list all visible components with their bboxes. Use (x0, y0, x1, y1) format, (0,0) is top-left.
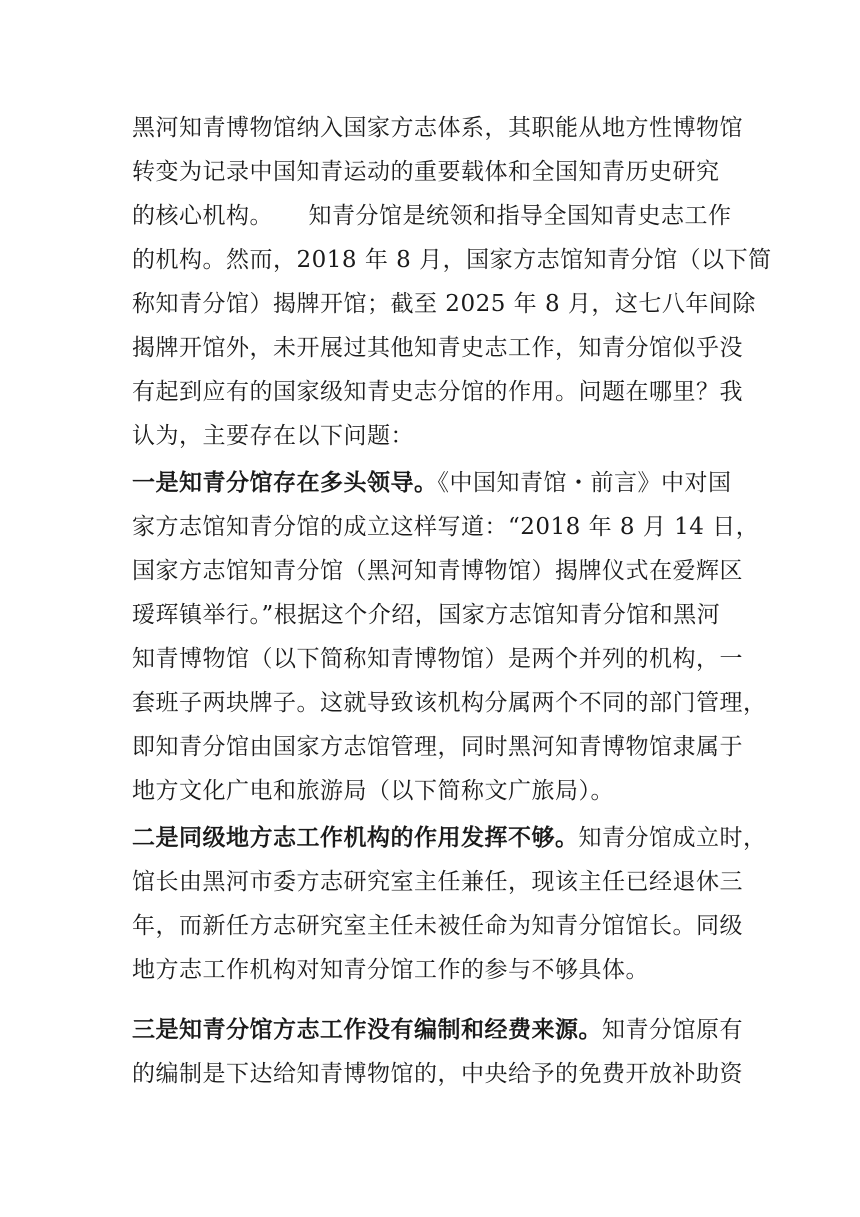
section-1-heading: 一是知青分馆存在多头领导。 (132, 469, 438, 496)
section-2-heading: 二是同级地方志工作机构的作用发挥不够。 (132, 824, 579, 851)
text-line: 的核心机构。 知青分馆是统领和指导全国知青史志工作 (132, 203, 732, 229)
text-line: 认为，主要存在以下问题： (132, 423, 414, 449)
section-2-first-line-text: 知青分馆成立时， (578, 825, 767, 851)
text-line: 的编制是下达给知青博物馆的，中央给予的免费开放补助资 (132, 1061, 743, 1087)
section-2-first-line (132, 823, 767, 853)
text-line: 揭牌开馆外，未开展过其他知青史志工作，知青分馆似乎没 (132, 335, 743, 361)
text-line: 知青博物馆（以下简称知青博物馆）是两个并列的机构，一 (132, 646, 743, 672)
text-line: 地方文化广电和旅游局（以下简称文广旅局）。 (132, 778, 614, 804)
text-line: 家方志馆知青分馆的成立这样写道：“2018 年 8 月 14 日， (132, 514, 760, 540)
text-line: 地方志工作机构对知青分馆工作的参与不够具体。 (132, 957, 649, 983)
text-line: 即知青分馆由国家方志馆管理，同时黑河知青博物馆隶属于 (132, 734, 743, 760)
text-line: 年，而新任方志研究室主任未被任命为知青分馆馆长。同级 (132, 913, 743, 939)
text-line: 瑷珲镇举行。”根据这个介绍，国家方志馆知青分馆和黑河 (132, 602, 721, 628)
section-3-heading: 三是知青分馆方志工作没有编制和经费来源。 (132, 1016, 602, 1043)
text-line: 称知青分馆）揭牌开馆；截至 2025 年 8 月，这七八年间除 (132, 291, 756, 317)
text-line: 转变为记录中国知青运动的重要载体和全国知青历史研究 (132, 159, 720, 185)
text-line: 的机构。然而，2018 年 8 月，国家方志馆知青分馆（以下简 (132, 247, 772, 273)
text-line: 国家方志馆知青分馆（黑河知青博物馆）揭牌仪式在爱辉区 (132, 558, 743, 584)
text-line: 黑河知青博物馆纳入国家方志体系，其职能从地方性博物馆 (132, 115, 743, 141)
text-line: 套班子两块牌子。这就导致该机构分属两个不同的部门管理， (132, 690, 767, 716)
section-3-first-line-text: 知青分馆原有 (602, 1017, 743, 1043)
text-line: 馆长由黑河市委方志研究室主任兼任，现该主任已经退休三 (132, 869, 743, 895)
section-3-first-line (132, 1015, 743, 1045)
section-1-first-line (132, 468, 732, 498)
section-1-first-line-text: 《中国知青馆・前言》中对国 (437, 470, 732, 496)
text-line: 有起到应有的国家级知青史志分馆的作用。问题在哪里？我 (132, 379, 743, 405)
